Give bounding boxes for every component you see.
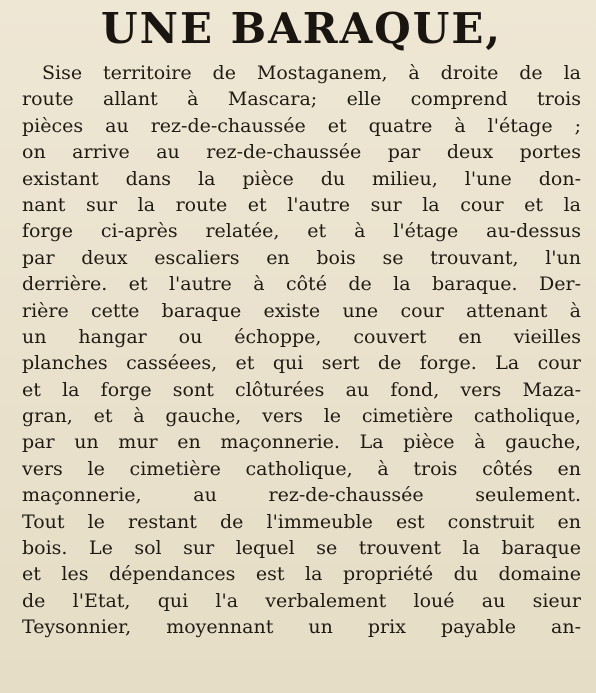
- notice-heading: UNE BARAQUE,: [100, 4, 503, 53]
- text-line: par deux escaliers en bois se trouvant, l'un: [22, 246, 581, 269]
- text-line: planches casséees, et qui sert de forge. La cour: [22, 352, 581, 375]
- text-line: rière cette baraque existe une cour attenant à: [22, 299, 581, 322]
- text-line: Teysonnier, moyennant un prix payable an-: [22, 616, 581, 639]
- notice-body: [22, 60, 581, 641]
- text-line: par un mur en maçonnerie. La pièce à gauche,: [22, 431, 581, 454]
- text-line: gran, et à gauche, vers le cimetière catholique,: [22, 405, 581, 428]
- text-line: nant sur la route et l'autre sur la cour et la: [22, 193, 581, 216]
- text-line: pièces au rez-de-chaussée et quatre à l'étage ;: [22, 114, 581, 137]
- text-line: Tout le restant de l'immeuble est construit en: [22, 510, 581, 533]
- text-line: et la forge sont clôturées au fond, vers Maza-: [22, 378, 581, 401]
- text-line: derrière. et l'autre à côté de la baraque. Der-: [22, 273, 581, 296]
- text-line: un hangar ou échoppe, couvert en vieilles: [22, 325, 581, 348]
- text-line: route allant à Mascara; elle comprend trois: [22, 88, 581, 111]
- text-line: existant dans la pièce du milieu, l'une don-: [22, 167, 581, 190]
- text-line: Sise territoire de Mostaganem, à droite de la: [42, 62, 581, 84]
- text-line: vers le cimetière catholique, à trois côtés en: [22, 457, 581, 480]
- text-line: et les dépendances est la propriété du domaine: [22, 563, 581, 586]
- text-line: bois. Le sol sur lequel se trouvent la baraque: [22, 537, 581, 560]
- text-line: forge ci-après relatée, et à l'étage au-dessus: [22, 220, 581, 243]
- text-line: de l'Etat, qui l'a verbalement loué au sieur: [22, 589, 581, 612]
- text-line: maçonnerie, au rez-de-chaussée seulement.: [22, 484, 581, 507]
- text-line: on arrive au rez-de-chaussée par deux portes: [22, 141, 581, 164]
